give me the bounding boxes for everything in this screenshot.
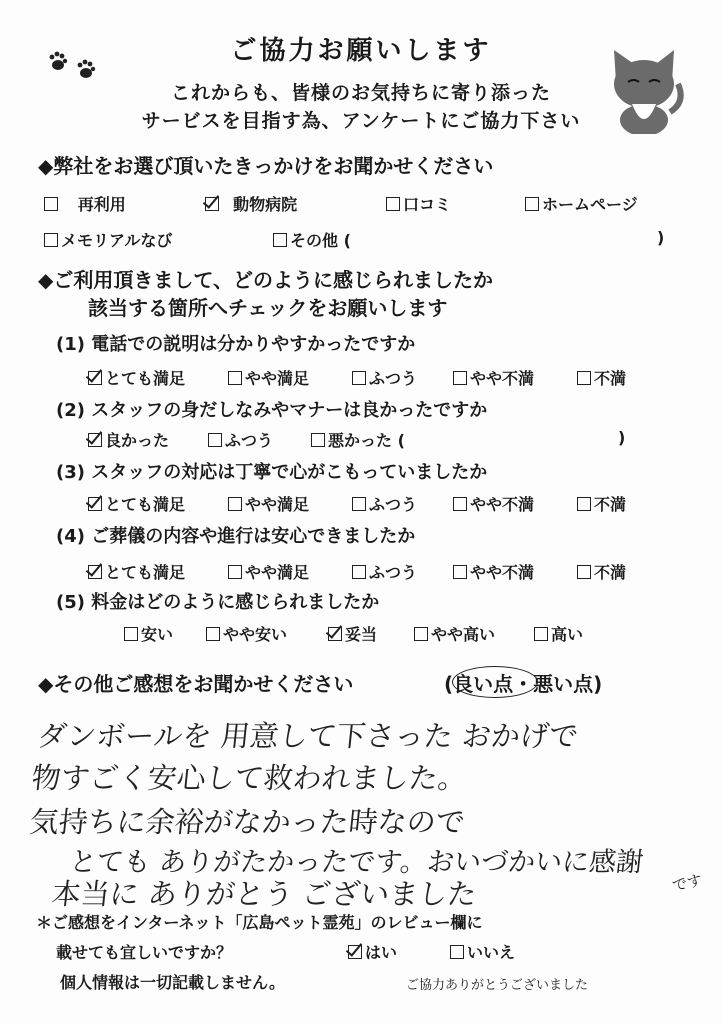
checkbox[interactable] [577, 371, 591, 385]
option-label: 動物病院 [233, 195, 298, 214]
handwritten-line-3: 気持ちに余裕がなかった時なので [28, 805, 467, 839]
checkbox-checked[interactable] [88, 497, 102, 511]
checkbox-checked[interactable] [328, 627, 342, 641]
checkbox[interactable] [228, 565, 242, 579]
checkbox[interactable] [352, 371, 366, 385]
q1-opt-somewhat-satisfied[interactable] [228, 366, 309, 389]
q3-opt-neutral[interactable] [352, 492, 417, 515]
checkbox[interactable] [273, 233, 287, 247]
q2-opt-bad[interactable] [311, 428, 405, 451]
option-label: ふつう [369, 369, 418, 388]
checkbox[interactable] [352, 565, 366, 579]
option-label: 不満 [594, 495, 627, 514]
option-label: 悪かった [328, 431, 393, 450]
checkbox-checked[interactable] [348, 945, 362, 959]
option-label: やや安い [223, 625, 288, 644]
checkbox[interactable] [44, 197, 58, 211]
q3-opt-dissatisfied[interactable] [577, 492, 626, 515]
checkbox-checked[interactable] [88, 371, 102, 385]
paren-open: ( [397, 431, 405, 450]
option-label: はい [365, 943, 398, 962]
q5-opt-expensive[interactable] [534, 622, 583, 645]
q1-opt-very-satisfied[interactable] [88, 366, 185, 389]
option-label: やや不満 [470, 563, 535, 582]
option-label: メモリアルなび [61, 231, 173, 250]
checkbox-checked[interactable] [205, 197, 219, 211]
section1-heading: ◆弊社をお選び頂いたきっかけをお聞かせください [38, 154, 494, 178]
paren-close: ) [618, 428, 626, 447]
good-bad-choice: (良い点・悪い点) [444, 672, 603, 696]
handwritten-line-2: 物すごく安心して救われました。 [30, 761, 469, 795]
review-question-line-2: 載せても宜しいですか？ [56, 943, 233, 962]
question-3: (3) スタッフの対応は丁寧で心がこもっていましたか [56, 462, 488, 483]
checkbox[interactable] [450, 945, 464, 959]
option-label: やや不満 [470, 495, 535, 514]
good-point-circle-mark [452, 666, 538, 698]
option-word-of-mouth[interactable] [386, 192, 451, 215]
subtitle-line-2: サービスを目指す為、アンケートにご協力下さい [141, 110, 581, 132]
handwritten-note: です [670, 871, 704, 895]
checkbox[interactable] [453, 565, 467, 579]
checkbox[interactable] [577, 565, 591, 579]
checkbox[interactable] [534, 627, 548, 641]
paren-open: ( [343, 231, 351, 250]
subtitle-line-1: これからも、皆様のお気持ちに寄り添った [170, 82, 551, 104]
page-title: ご協力お願いします [230, 36, 492, 66]
q4-opt-neutral[interactable] [352, 560, 417, 583]
option-memorial-navi[interactable] [44, 228, 172, 251]
option-label: やや満足 [245, 563, 310, 582]
paren-close: ) [657, 228, 665, 247]
q5-opt-cheap[interactable] [124, 622, 173, 645]
checkbox[interactable] [453, 371, 467, 385]
option-label: やや満足 [245, 369, 310, 388]
question-5: (5) 料金はどのように感じられましたか [56, 592, 380, 613]
q1-opt-neutral[interactable] [352, 366, 417, 389]
option-label: やや満足 [245, 495, 310, 514]
option-label: ふつう [369, 495, 418, 514]
checkbox[interactable] [228, 371, 242, 385]
review-no-option[interactable] [450, 940, 515, 963]
review-yes-option[interactable] [348, 940, 397, 963]
option-label: 不満 [594, 369, 627, 388]
checkbox[interactable] [208, 433, 222, 447]
q1-opt-dissatisfied[interactable] [577, 366, 626, 389]
checkbox-checked[interactable] [88, 565, 102, 579]
section2-heading: ◆ご利用頂きまして、どのように感じられましたか [38, 268, 493, 292]
option-label: ふつう [225, 431, 274, 450]
checkbox[interactable] [453, 497, 467, 511]
option-other[interactable] [273, 228, 351, 251]
q2-opt-good[interactable] [88, 428, 169, 451]
thanks-text: ご協力ありがとうございました [406, 978, 589, 993]
option-label: やや不満 [470, 369, 535, 388]
checkbox[interactable] [206, 627, 220, 641]
checkbox[interactable] [386, 197, 400, 211]
question-2: (2) スタッフの身だしなみやマナーは良かったですか [56, 400, 488, 421]
section3-heading: ◆その他ご感想をお聞かせください [38, 672, 354, 696]
checkbox[interactable] [311, 433, 325, 447]
q2-opt-neutral[interactable] [208, 428, 273, 451]
checkbox[interactable] [124, 627, 138, 641]
q4-opt-dissatisfied[interactable] [577, 560, 626, 583]
option-label: いいえ [467, 943, 516, 962]
question-4: (4) ご葬儀の内容や進行は安心できましたか [56, 526, 416, 547]
q5-opt-reasonable[interactable] [328, 622, 377, 645]
q3-opt-somewhat-satisfied[interactable] [228, 492, 309, 515]
option-label: とても満足 [105, 563, 186, 582]
checkbox[interactable] [414, 627, 428, 641]
option-label: 再利用 [77, 195, 126, 214]
checkbox[interactable] [525, 197, 539, 211]
checkbox[interactable] [577, 497, 591, 511]
handwritten-line-5: 本当に ありがとう ございました [50, 877, 479, 911]
handwritten-line-4: とても ありがたかったです。おいづかいに感謝 [68, 847, 645, 878]
option-label: 良かった [105, 431, 170, 450]
question-1: (1) 電話での説明は分かりやすかったですか [56, 334, 416, 355]
option-label: とても満足 [105, 495, 186, 514]
review-question-line-1: ＊ご感想をインターネット「広島ペット霊苑」のレビュー欄に [36, 913, 483, 932]
option-label: ホームページ [542, 195, 638, 214]
q4-opt-somewhat-dissatisfied[interactable] [453, 560, 534, 583]
checkbox-checked[interactable] [88, 433, 102, 447]
q4-opt-very-satisfied[interactable] [88, 560, 185, 583]
q3-opt-somewhat-dissatisfied[interactable] [453, 492, 534, 515]
privacy-note: 個人情報は一切記載しません。 [60, 973, 285, 992]
option-label: とても満足 [105, 369, 186, 388]
option-label: ふつう [369, 563, 418, 582]
option-animal-hospital[interactable] [205, 192, 297, 215]
option-label: その他 [290, 231, 339, 250]
q4-opt-somewhat-satisfied[interactable] [228, 560, 309, 583]
q5-opt-somewhat-cheap[interactable] [206, 622, 287, 645]
option-label: 安い [141, 625, 174, 644]
option-homepage[interactable] [525, 192, 638, 215]
q3-opt-very-satisfied[interactable] [88, 492, 185, 515]
option-reuse[interactable] [44, 192, 126, 215]
q5-opt-somewhat-expensive[interactable] [414, 622, 495, 645]
checkbox[interactable] [228, 497, 242, 511]
handwritten-line-1: ダンボールを 用意して下さった おかげで [36, 719, 580, 753]
option-label: 高い [551, 625, 584, 644]
section2-instruction: 該当する箇所へチェックをお願いします [88, 296, 448, 320]
q1-opt-somewhat-dissatisfied[interactable] [453, 366, 534, 389]
option-label: やや高い [431, 625, 496, 644]
option-label: 不満 [594, 563, 627, 582]
option-label: 妥当 [345, 625, 378, 644]
option-label: 口コミ [403, 195, 452, 214]
checkbox[interactable] [352, 497, 366, 511]
checkbox[interactable] [44, 233, 58, 247]
